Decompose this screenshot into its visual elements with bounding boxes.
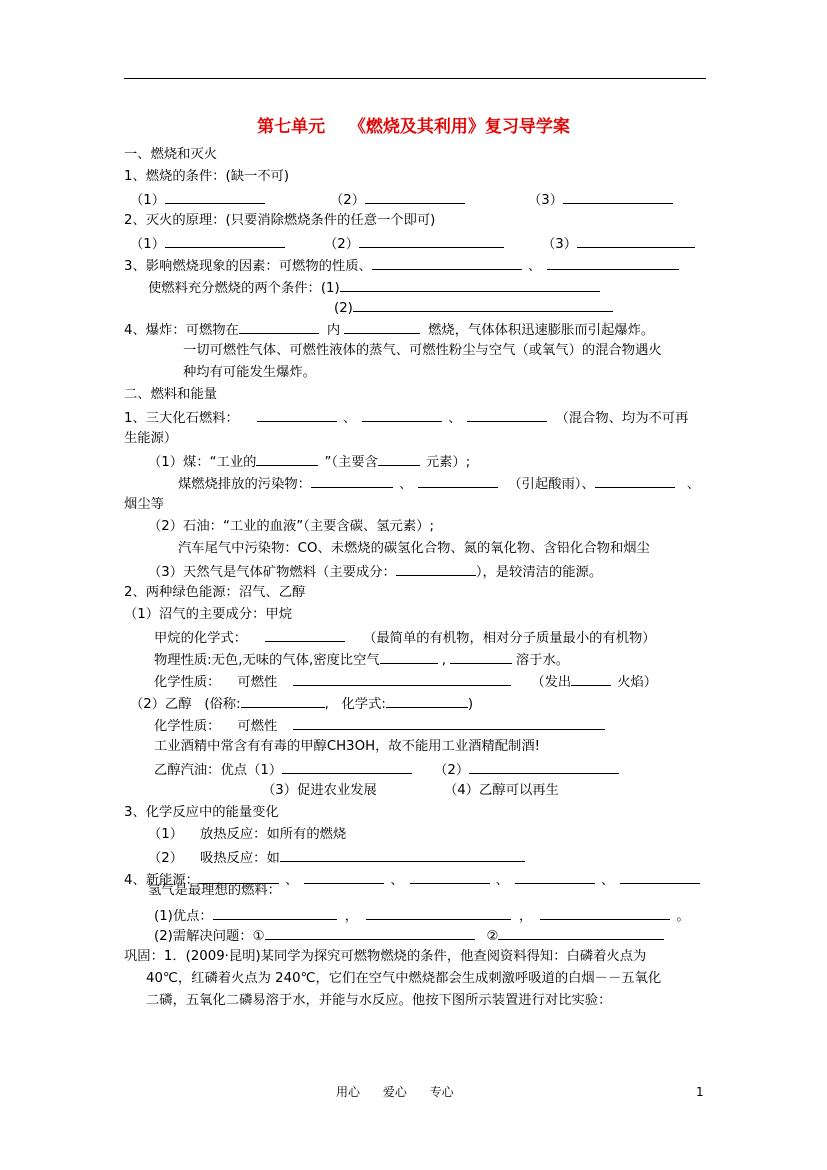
text-line	[130, 694, 473, 714]
text-line	[154, 760, 619, 780]
label: )	[467, 697, 474, 712]
label: （2）	[324, 237, 360, 252]
blank-row	[528, 190, 673, 210]
text-line: 3、化学反应中的能量变化	[124, 805, 279, 820]
blank-field[interactable]	[595, 474, 675, 488]
blank-field[interactable]	[213, 906, 337, 920]
blank-row	[324, 234, 504, 254]
blank-field[interactable]	[293, 672, 511, 686]
label: 煤燃烧排放的污染物：	[178, 477, 311, 492]
blank-field[interactable]	[359, 234, 504, 248]
label: 、	[600, 873, 615, 888]
label: 、	[686, 477, 700, 492]
blank-field[interactable]	[265, 628, 345, 642]
blank-field[interactable]	[386, 694, 468, 708]
label: 、	[284, 873, 299, 888]
text-line: （1）沼气的主要成分：甲烷	[124, 607, 293, 622]
blank-field[interactable]	[256, 452, 318, 466]
label: ”（主要含	[324, 455, 378, 470]
blank-field[interactable]	[257, 408, 337, 422]
blank-field[interactable]	[340, 278, 600, 292]
label: 化学性质： 可燃性	[154, 719, 278, 734]
text-line	[154, 716, 605, 736]
label: 内	[326, 323, 341, 338]
label: 、	[390, 873, 404, 888]
label: （2）乙醇 (俗称:	[130, 697, 241, 712]
blank-field[interactable]	[378, 452, 420, 466]
text-line: 一切可燃性气体、可燃性液体的蒸气、可燃性粉尘与空气（或氧气）的混合物遇火	[183, 343, 662, 358]
text-line: 2、两种绿色能源：沼气、乙醇	[124, 585, 306, 600]
text-line	[124, 320, 654, 340]
blank-row	[330, 190, 465, 210]
text-line	[148, 848, 525, 868]
text-line	[148, 278, 600, 298]
label: （1）煤：“工业的	[148, 455, 257, 470]
blank-field[interactable]	[396, 562, 476, 576]
text-line	[148, 452, 470, 472]
blank-field[interactable]	[540, 906, 670, 920]
blank-field[interactable]	[344, 320, 420, 334]
label: （引起酸雨）、	[508, 477, 595, 492]
label: （1）	[130, 237, 166, 252]
label: ②	[486, 929, 499, 944]
label: （3）	[528, 193, 564, 208]
blank-field[interactable]	[450, 650, 512, 664]
text-line	[154, 650, 569, 670]
label: 、	[448, 411, 462, 426]
page-number: 1	[696, 1085, 704, 1099]
label: 4、爆炸：可燃物在	[124, 323, 239, 338]
text-line: 烟尘等	[124, 497, 164, 512]
label: ，	[344, 909, 359, 924]
blank-field[interactable]	[469, 760, 619, 774]
blank-field[interactable]	[304, 870, 384, 884]
blank-row	[542, 234, 695, 254]
text-line	[178, 474, 700, 494]
text-line: （1） 放热反应：如所有的燃烧	[148, 827, 347, 842]
blank-field[interactable]	[366, 906, 511, 920]
text-line	[334, 298, 613, 318]
label: （2）	[330, 193, 366, 208]
page-footer: 用心 爱心 专心	[336, 1085, 454, 1099]
blank-field[interactable]	[467, 408, 547, 422]
label: 物理性质:无色,无味的气体,密度比空气	[154, 653, 380, 668]
blank-field[interactable]	[372, 256, 522, 270]
label: (2)需解决问题：①	[154, 929, 265, 944]
text-line: （2）石油：“工业的血液”（主要含碳、氢元素）;	[148, 519, 435, 534]
blank-field[interactable]	[282, 760, 412, 774]
blank-field[interactable]	[353, 298, 613, 312]
text-line	[154, 906, 690, 926]
blank-field[interactable]	[515, 870, 595, 884]
text-line: 工业酒精中常含有有毒的甲醇CH3OH，故不能用工业酒精配制酒!	[154, 739, 540, 754]
label: 化学性质： 可燃性	[154, 675, 278, 690]
section-heading: 一、燃烧和灭火	[124, 147, 218, 162]
label: 4、新能源：	[124, 873, 199, 888]
label: 甲烷的化学式：	[154, 631, 248, 646]
label: （2）	[434, 763, 470, 778]
text-line	[154, 628, 656, 648]
label: （2） 吸热反应：如	[148, 851, 280, 866]
text-line: 2、灭火的原理：(只要消除燃烧条件的任意一个即可)	[124, 213, 436, 228]
label: 、	[342, 411, 357, 426]
label: （最简单的有机物，相对分子质量最小的有机物）	[363, 631, 656, 646]
text-line	[154, 672, 657, 692]
blank-field[interactable]	[547, 256, 679, 270]
blank-field[interactable]	[563, 190, 673, 204]
section-heading: 二、燃料和能量	[124, 387, 218, 402]
label: 1、三大化石燃料：	[124, 411, 239, 426]
text-line: 汽车尾气中污染物：CO、未燃烧的碳氢化合物、氮的氧化物、含铅化合物和烟尘	[178, 541, 650, 556]
exercise-text: 二磷，五氧化二磷易溶于水，并能与水反应。他按下图所示装置进行对比实验：	[146, 993, 612, 1008]
text-line: 生能源）	[124, 431, 178, 446]
blank-field[interactable]	[418, 474, 498, 488]
blank-field[interactable]	[410, 870, 490, 884]
label: 燃烧，气体体积迅速膨胀而引起爆炸。	[428, 323, 655, 338]
blank-field[interactable]	[571, 672, 611, 686]
label: (2)	[334, 301, 353, 316]
label: 3、影响燃烧现象的因素：可燃物的性质、	[124, 259, 372, 274]
blank-field[interactable]	[498, 926, 664, 940]
header-rule	[124, 78, 706, 79]
blank-field[interactable]	[280, 848, 525, 862]
label: 、	[398, 477, 413, 492]
text-line	[154, 926, 664, 946]
text-line: 种均有可能发生爆炸。	[183, 365, 316, 380]
blank-row	[130, 234, 285, 254]
label: （3）	[542, 237, 578, 252]
label: 使燃料充分燃烧的两个条件：(1)	[148, 281, 340, 296]
exercise-text: 巩固：1．(2009·昆明)某同学为探究可燃物燃烧的条件，他查阅资料得知：白磷着火点为	[124, 949, 647, 964]
label: 、	[495, 873, 509, 888]
label: （混合物、均为不可再	[555, 411, 689, 426]
text-line: （3）促进农业发展	[262, 783, 377, 798]
label: （1）	[130, 193, 166, 208]
blank-field[interactable]	[311, 474, 393, 488]
blank-field[interactable]	[293, 716, 605, 730]
text-line: 氢气是最理想的燃料：	[148, 883, 281, 898]
label: （3）天然气是气体矿物燃料（主要成分：	[148, 565, 396, 580]
exercise-text: 40℃，红磷着火点为 240℃，它们在空气中燃烧都会生成刺激呼吸道的白烟－－五氧化	[146, 971, 662, 986]
label: 、	[527, 259, 542, 274]
blank-field[interactable]	[577, 234, 695, 248]
label: 乙醇汽油：优点（1）	[154, 763, 283, 778]
blank-field[interactable]	[165, 234, 285, 248]
label: ，	[519, 909, 533, 924]
blank-field[interactable]	[620, 870, 700, 884]
label: （发出	[531, 675, 572, 690]
label: (1)优点：	[154, 909, 213, 924]
blank-field[interactable]	[380, 650, 438, 664]
blank-field[interactable]	[265, 926, 475, 940]
text-line	[124, 408, 688, 428]
label: 元素）;	[425, 455, 471, 470]
text-line: 1、燃烧的条件：(缺一不可)	[124, 169, 290, 184]
label: ），是较清洁的能源。	[475, 565, 603, 580]
text-line	[124, 256, 679, 276]
label: , 化学式:	[324, 697, 386, 712]
label: 。	[676, 909, 690, 924]
blank-field[interactable]	[241, 694, 325, 708]
label: ,	[441, 653, 446, 668]
blank-field[interactable]	[365, 190, 465, 204]
label: 火焰）	[617, 675, 658, 690]
text-line: （4）乙醇可以再生	[444, 783, 559, 798]
document-title: 第七单元 《燃烧及其利用》复习导学案	[257, 117, 570, 137]
blank-row	[130, 190, 265, 210]
label: 溶于水。	[515, 653, 570, 668]
blank-field[interactable]	[165, 190, 265, 204]
text-line	[148, 562, 602, 582]
blank-field[interactable]	[362, 408, 442, 422]
blank-field[interactable]	[239, 320, 319, 334]
